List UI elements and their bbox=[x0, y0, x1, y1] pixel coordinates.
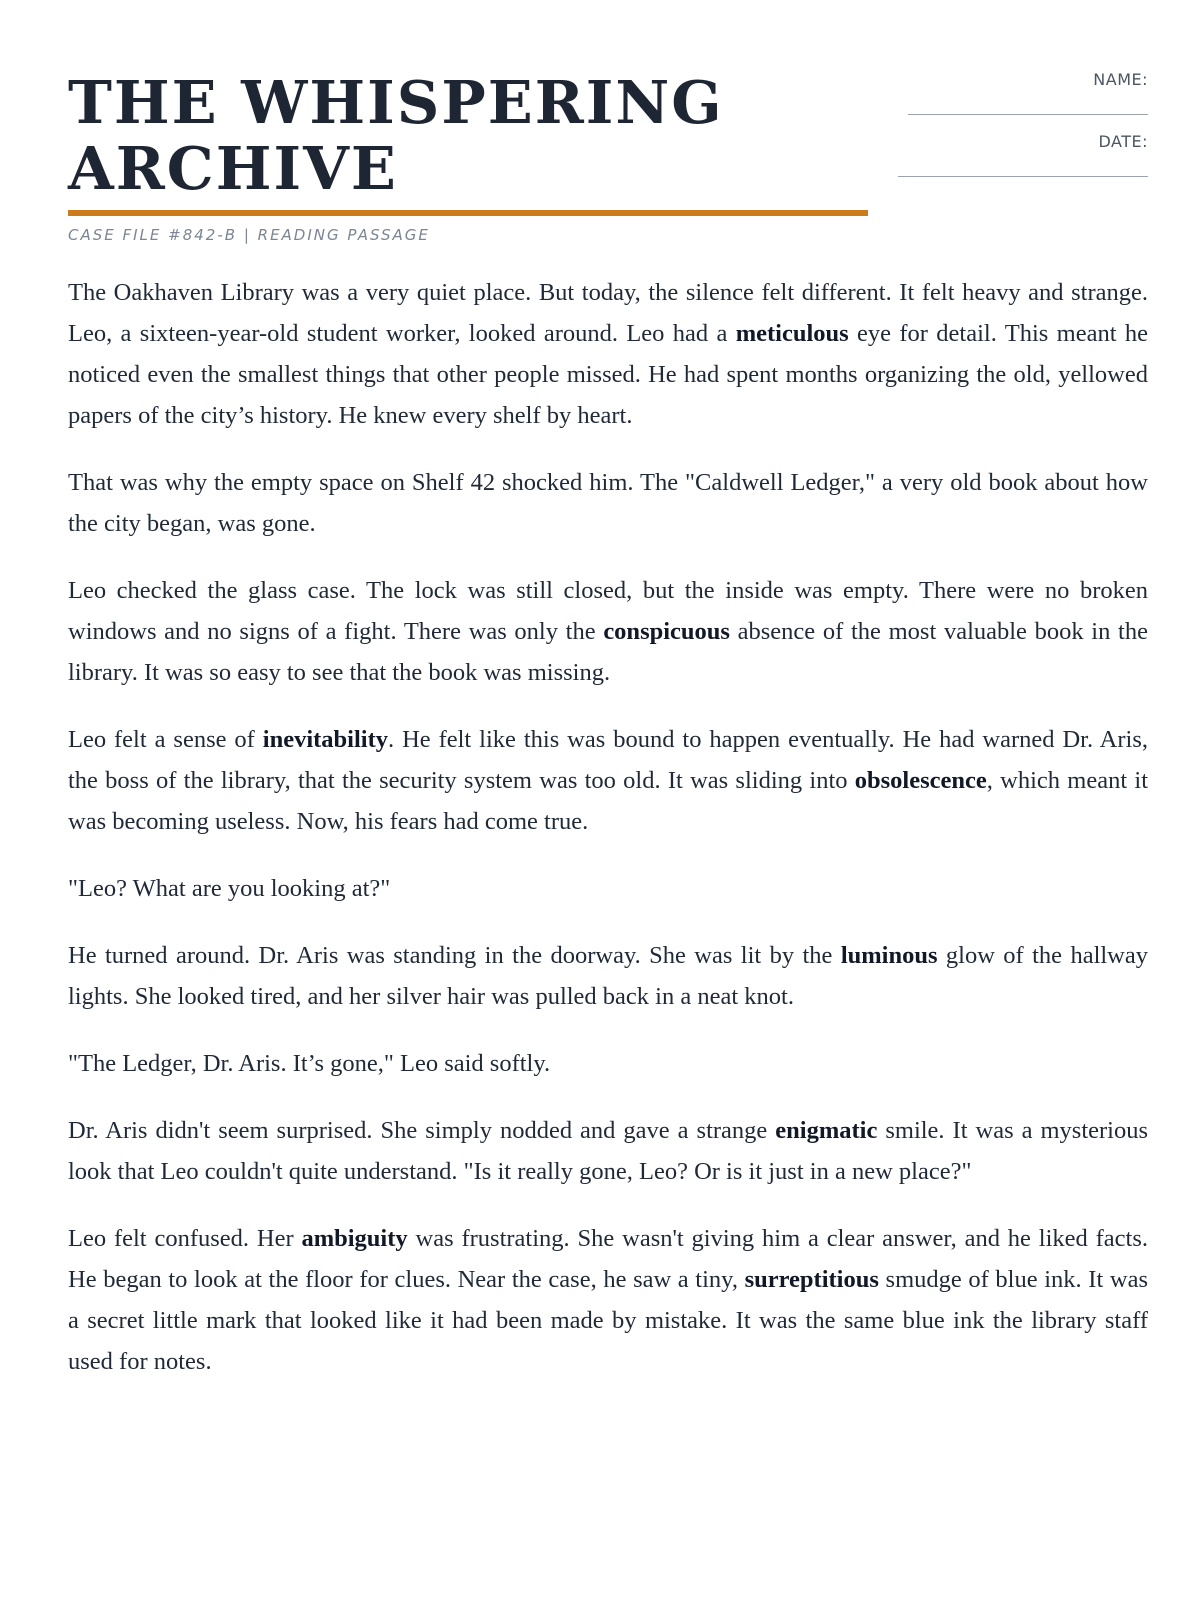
title-block bbox=[68, 70, 868, 202]
name-label: NAME: bbox=[1093, 70, 1148, 89]
date-line bbox=[898, 176, 1148, 177]
p9-text-e: smudge of blue ink. It was a secret little mark that looked like it had been made by mistake. It was the same blue ink the library staff used for notes. bbox=[68, 1266, 1148, 1375]
title-underline bbox=[68, 210, 868, 216]
name-field[interactable] bbox=[888, 70, 1148, 132]
date-label: DATE: bbox=[1098, 132, 1148, 151]
p3-text-a: Leo checked the glass case. The lock was still closed, but the inside was empty. There were no broken windows and no signs of a fight. There was only the bbox=[68, 577, 1148, 645]
paragraph-2: That was why the empty space on Shelf 42 shocked him. The "Caldwell Ledger," a very old book about how the city began, was gone. bbox=[68, 469, 1148, 537]
vocab-surreptitious: surreptitious bbox=[744, 1266, 879, 1293]
student-fields bbox=[888, 70, 1148, 194]
vocab-enigmatic: enigmatic bbox=[775, 1117, 878, 1144]
paragraph-4 bbox=[68, 719, 1148, 842]
name-line bbox=[908, 114, 1148, 115]
vocab-obsolescence: obsolescence bbox=[854, 767, 987, 794]
p1-text-a: The Oakhaven Library was a very quiet place. But today, the silence felt different. It felt heavy and strange. Leo, a sixteen-year-old student worker, looked around. Leo had a bbox=[68, 279, 1148, 347]
p4-text-a: Leo felt a sense of bbox=[68, 726, 263, 753]
title-line-1: THE WHISPERING bbox=[68, 68, 724, 137]
worksheet-header bbox=[68, 70, 1148, 250]
paragraph-3 bbox=[68, 570, 1148, 693]
paragraph-1 bbox=[68, 272, 1148, 436]
p4-text-c: . He felt like this was bound to happen eventually. He had warned Dr. Aris, the boss of the library, that the security system was too old. It was sliding into bbox=[68, 726, 1148, 794]
page-title bbox=[68, 70, 868, 202]
vocab-ambiguity: ambiguity bbox=[301, 1225, 408, 1252]
p9-text-a: Leo felt confused. Her bbox=[68, 1225, 302, 1252]
paragraph-6 bbox=[68, 935, 1148, 1017]
vocab-luminous: luminous bbox=[840, 942, 938, 969]
paragraph-5: "Leo? What are you looking at?" bbox=[68, 875, 391, 902]
paragraph-8 bbox=[68, 1110, 1148, 1192]
p3-text-c: absence of the most valuable book in the library. It was so easy to see that the book was missing. bbox=[68, 618, 1148, 686]
paragraph-9 bbox=[68, 1218, 1148, 1382]
title-line-2: ARCHIVE bbox=[68, 134, 398, 203]
vocab-inevitability: inevitability bbox=[262, 726, 389, 753]
reading-passage bbox=[68, 272, 1148, 1408]
vocab-meticulous: meticulous bbox=[735, 320, 849, 347]
vocab-conspicuous: conspicuous bbox=[603, 618, 730, 645]
p8-text-a: Dr. Aris didn't seem surprised. She simply nodded and gave a strange bbox=[68, 1117, 776, 1144]
p6-text-a: He turned around. Dr. Aris was standing in the doorway. She was lit by the bbox=[68, 942, 841, 969]
p6-text-c: glow of the hallway lights. She looked tired, and her silver hair was pulled back in a neat knot. bbox=[68, 942, 1148, 1010]
p9-text-c: was frustrating. She wasn't giving him a clear answer, and he liked facts. He began to look at the floor for clues. Near the case, he saw a tiny, bbox=[68, 1225, 1149, 1293]
paragraph-7: "The Ledger, Dr. Aris. It’s gone," Leo said softly. bbox=[68, 1050, 551, 1077]
case-file-subtitle: CASE FILE #842-B | READING PASSAGE bbox=[68, 226, 430, 244]
p1-text-c: eye for detail. This meant he noticed even the smallest things that other people missed. He had spent months organizing the old, yellowed papers of the city’s history. He knew every shelf by heart. bbox=[68, 320, 1148, 429]
date-field[interactable] bbox=[888, 132, 1148, 194]
p8-text-c: smile. It was a mysterious look that Leo couldn't quite understand. "Is it really gone, Leo? Or is it just in a new place?" bbox=[68, 1117, 1149, 1185]
p4-text-e: , which meant it was becoming useless. Now, his fears had come true. bbox=[68, 767, 1149, 835]
